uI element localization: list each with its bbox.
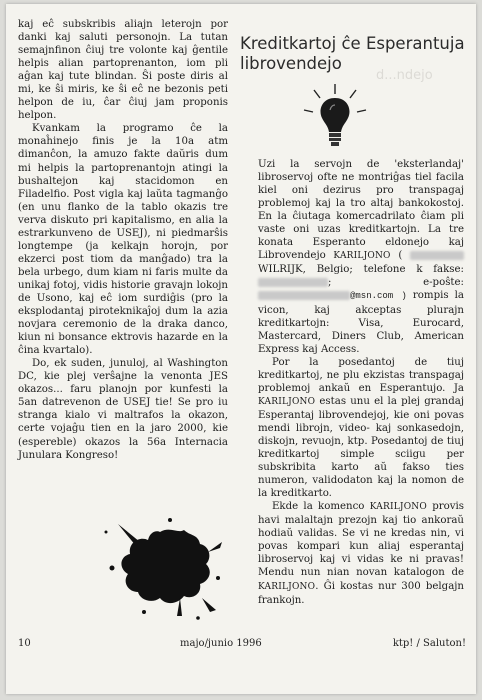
magazine-page	[6, 4, 476, 694]
article-title: Kreditkartoj ĉe Esperantuja librovendejo	[240, 34, 465, 73]
paragraph: Do, ek suden, junuloj, al Washington DC, kie plej verŝajne la venonta JES okazos... faru planojn por kunfesti la 5an datrevenon de USEJ tie! Se pro iu stranga kialo vi maltrafos la okazon, certe vojaĝu tien en la jaro 2000, kie (espereble) okazos la 56a Internacia Junulara Kongreso!	[18, 358, 228, 461]
show-through-text: d...ndejo	[376, 68, 433, 83]
text-span: Ekde la komenco	[272, 501, 365, 513]
redacted-address	[410, 251, 464, 260]
paragraph: Kvankam la programo ĉe la monaĥinejo finis je la 10a atm dimanĉon, la amuzo fakte daŭris dum mi helpis la partoprenantojn atingi la bushaltejon kaj stacidomon en Filadelfio. Post vigla kaj laŭta tagmanĝo (en unu flanko de la tablo okazis tre verva diskuto pri kapitalismo, en alia la estrarkunveno de USEJ), ni piedmarŝis longtempe (ja kelkajn horojn, por ekzerci post tiom da manĝado) tra la bela urbego, dum kiam ni faris multe da unikaj fotoj, vidis historie gravajn lokojn de Usono, kaj eĉ iom surdiĝis (pro la eksplodantaj piroteknikaĵoj dum la azia novjara ceremonio de la draka danco, kiun ni bonsance ektrovis hazarde en la ĉina kvartalo).	[18, 123, 228, 357]
left-column	[18, 18, 228, 462]
magazine-name: ktp! / Saluton!	[392, 638, 466, 649]
brand-name: KARILJONO	[258, 396, 316, 407]
redacted-email	[258, 291, 350, 300]
text-span: rompis la vicon, kaj akceptas plurajn kreditkartojn: Visa, Eurocard, Mastercard, Diners Club, American Express kaj Access.	[258, 290, 464, 355]
text-span: Por la posedantoj de tiuj kreditkartoj, ne plu ekzistas transpagaj problemoj ankaŭ en Esperantujo. Ja	[258, 356, 464, 394]
brand-name: KARILJONO	[333, 251, 391, 262]
ink-splat-illustration	[98, 512, 228, 622]
text-span: (	[398, 250, 403, 262]
redacted-phone	[258, 278, 328, 287]
text-span: . Ĝi kostas nur 300 belgajn frankojn.	[258, 580, 464, 606]
brand-name: KARILJONO	[369, 502, 427, 513]
text-span: estas unu el la plej grandaj Esperantaj librovendejoj, kie oni povas mendi librojn, video- kaj sonkasedojn, diskojn, revuojn, ktp. Posedantoj de tiuj kreditkartoj simple sciigu per subskribita karto aŭ fakso ties numeron, validodaton kaj la nomon de la kreditkarto.	[258, 395, 464, 500]
text-span: ; e-poŝte:	[328, 277, 464, 289]
lightbulb-icon	[300, 80, 370, 160]
right-column	[258, 158, 464, 607]
brand-name: KARILJONO	[258, 581, 316, 592]
paragraph	[258, 500, 464, 606]
paragraph: kaj eĉ subskribis aliajn leterojn por danki kaj saluti personojn. La tutan semajnfinon ĉiuj tre volonte kaj ĝentile helpis alian partoprenanton, iom pli aĝan kaj tute blindan. Ŝi poste diris al mi, ke ŝi miris, ke ŝi eĉ ne bezonis peti helpon de iu, ĉar ĉiuj jam proponis helpon.	[18, 19, 228, 122]
text-span: provis havi malaltajn prezojn kaj tio ankoraŭ hodiaŭ validas. Se vi ne kredas nin, vi povas kompari kun aliaj esperantaj libroservoj kaj vi vidas ke ni pravas! Mendu nun nian novan katalogon de	[258, 501, 464, 579]
paragraph	[258, 356, 464, 501]
text-span: Uzi la servojn de 'eksterlandaj' libroservoj ofte ne montriĝas tiel facila kiel oni dezirus pro transpagaj problemoj kaj la tro altaj bankokostoj. En la ĉiutaga komercadrilato ĉiam pli vaste oni uzas kreditkartojn. La tre konata Esperanto eldonejo kaj Librovendejo	[258, 159, 464, 262]
issue-date: majo/junio 1996	[180, 638, 262, 649]
page-number: 10	[18, 638, 31, 649]
text-span: WILRIJK, Belgio; telefone k fakse:	[258, 264, 464, 276]
email-domain: @msn.com )	[350, 291, 407, 302]
paragraph	[258, 158, 464, 356]
